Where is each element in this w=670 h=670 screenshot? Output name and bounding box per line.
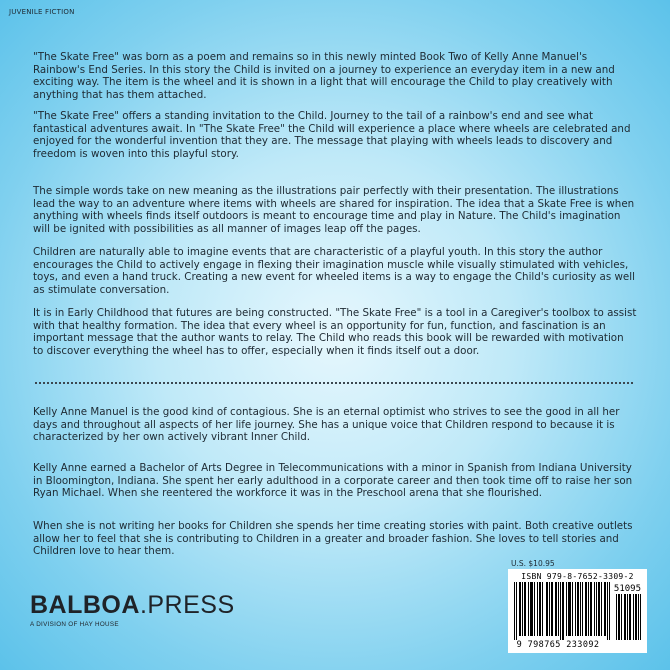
barcode-bar xyxy=(594,582,595,636)
barcode-addon-bar xyxy=(629,594,630,640)
barcode-bar xyxy=(532,582,533,636)
author-bio-paragraph-3: When she is not writing her books for Children she spends her time creating stories with paint. Both creative outlets allow her to feel that she is contributing to Children in a greater and broader fashion. She loves to tell stories and Children love to hear them. xyxy=(33,520,633,558)
barcode-bar xyxy=(563,582,564,640)
blurb-paragraph-4: Children are naturally able to imagine events that are characteristic of a playful youth. In this story the author encourages the Child to actively engage in flexing their imagination muscle while visually stimulated with vehicles, toys, and even a hand truck. Creating a new event for wheeled items is a way to engage the Child's curiosity as well as stimulate conversation. xyxy=(33,246,635,296)
blurb-paragraph-5: It is in Early Childhood that futures are being constructed. "The Skate Free" is a tool in a Caregiver's toolbox to assist with that healthy formation. The idea that every wheel is an opportunity for fun, function, and fascination is an important message that the author wants to relay. The Child who reads this book will be rewarded with motivation to discover everything the wheel has to offer, especially when it finds itself out a door. xyxy=(33,307,637,357)
barcode-bar xyxy=(580,582,581,636)
barcode-bar xyxy=(539,582,540,636)
publisher-tagline: A DIVISION OF HAY HOUSE xyxy=(30,621,119,628)
barcode-bar xyxy=(569,582,570,636)
blurb-paragraph-1: "The Skate Free" was born as a poem and remains so in this newly minted Book Two of Kelly Anne Manuel's Rainbow's End Series. In this story the Child is invited on a journey to experience an everyday item in a new and exciting way. The item is the wheel and it is shown in a light that will encourage the Child to play creatively with anything that has them attached. xyxy=(33,51,615,101)
barcode-bar xyxy=(514,582,515,640)
barcode-bar xyxy=(562,582,563,640)
publisher-logo xyxy=(30,593,235,628)
barcode-bar xyxy=(537,582,538,636)
barcode-bar xyxy=(570,582,571,636)
barcode-bar xyxy=(607,582,608,640)
publisher-name xyxy=(30,593,235,618)
price-code: 51095 xyxy=(613,584,641,594)
barcode-bar xyxy=(601,582,602,636)
barcode-bar xyxy=(605,582,606,636)
isbn-text: ISBN 979-8-7652-3309-2 xyxy=(521,572,634,581)
barcode-bar xyxy=(578,582,579,636)
barcode-addon-bar xyxy=(616,594,617,640)
barcode-bar xyxy=(525,582,526,636)
barcode-bar xyxy=(604,582,605,636)
barcode-addon-bar xyxy=(627,594,628,640)
barcode-bar xyxy=(556,582,557,636)
barcode-addon-bar xyxy=(636,594,637,640)
barcode-bar xyxy=(582,582,583,636)
barcode-addon-bar xyxy=(633,594,634,640)
barcode-bar xyxy=(542,582,543,636)
barcode-bar xyxy=(549,582,550,636)
barcode-addon-bar xyxy=(630,594,631,640)
barcode-bar xyxy=(575,582,576,636)
barcode-bar xyxy=(599,582,600,636)
barcode-bar xyxy=(577,582,578,636)
publisher-name-bold: BALBOA xyxy=(30,591,140,619)
barcode-bar xyxy=(534,582,535,636)
barcode-bar xyxy=(519,582,520,636)
barcode-addon-bar xyxy=(635,594,636,640)
barcode-bar xyxy=(598,582,599,636)
barcode-bar xyxy=(546,582,547,636)
barcode-bar xyxy=(588,582,589,636)
barcode-bar xyxy=(522,582,523,636)
barcode-bar xyxy=(551,582,552,636)
barcode-bar xyxy=(568,582,569,636)
ean-digits: 9 798765 233092 xyxy=(516,640,600,650)
barcode-bar xyxy=(552,582,553,636)
barcode-bar xyxy=(558,582,559,636)
barcode-addon-bar xyxy=(625,594,626,640)
barcode-bar xyxy=(590,582,591,636)
barcode-bar xyxy=(586,582,587,636)
barcode-addon-bar xyxy=(640,594,641,640)
barcode-bar xyxy=(520,582,521,636)
barcode-bar xyxy=(524,582,525,636)
publisher-name-light: .PRESS xyxy=(139,591,235,619)
barcode-bar xyxy=(560,582,561,640)
barcode-panel xyxy=(508,569,647,653)
barcode-bar xyxy=(555,582,556,636)
barcode-addon-bar xyxy=(624,594,625,640)
barcode-addon-bar xyxy=(638,594,639,640)
barcode-bar xyxy=(516,582,517,640)
barcode-bar xyxy=(531,582,532,636)
barcode-bar xyxy=(540,582,541,636)
barcode-addon-bar xyxy=(618,594,619,640)
barcode-bar xyxy=(572,582,573,636)
barcode-addon-bar xyxy=(621,594,622,640)
blurb-paragraph-2: "The Skate Free" offers a standing invitation to the Child. Journey to the tail of a rainbow's end and see what fantastical adventures await. In "The Skate Free" the Child will experience a place where wheels are celebrated and enjoyed for the wonderful invention that they are. The message that playing with wheels leads to discovery and freedom is woven into this playful story. xyxy=(33,110,631,160)
barcode-addon-bar xyxy=(619,594,620,640)
category-label: JUVENILE FICTION xyxy=(9,8,75,16)
barcode-bar xyxy=(530,582,531,636)
barcode-bar xyxy=(596,582,597,636)
barcode-bar xyxy=(547,582,548,636)
author-bio-paragraph-2: Kelly Anne earned a Bachelor of Arts Degree in Telecommunications with a minor in Spanish from Indiana University in Bloomington, Indiana. She spent her early adulthood in a corporate career and then took time off to raise her son Ryan Michael. When she reentered the workforce it was in the Preschool arena that she flourished. xyxy=(33,462,633,500)
blurb-paragraph-3: The simple words take on new meaning as the illustrations pair perfectly with their presentation. The illustrations lead the way to an adventure where items with wheels are shared for inspiration. The idea that a Skate Free is when anything with wheels finds itself outdoors is meant to encourage time and play in Nature. The Child's imagination will be ignited with possibilities as all manner of images leap off the pages. xyxy=(33,185,635,235)
barcode-bar xyxy=(609,582,610,640)
dotted-divider xyxy=(35,382,633,384)
author-bio-paragraph-1: Kelly Anne Manuel is the good kind of contagious. She is an eternal optimist who strives to see the good in all her days and throughout all aspects of her life journey. She has a unique voice that Children respond to because it is characterized by her own actively vibrant Inner Child. xyxy=(33,406,620,444)
barcode-bar xyxy=(566,582,567,636)
barcode-bar xyxy=(585,582,586,636)
barcode-bar xyxy=(528,582,529,636)
barcode-bar xyxy=(591,582,592,636)
price-label: U.S. $10.95 xyxy=(511,559,555,568)
